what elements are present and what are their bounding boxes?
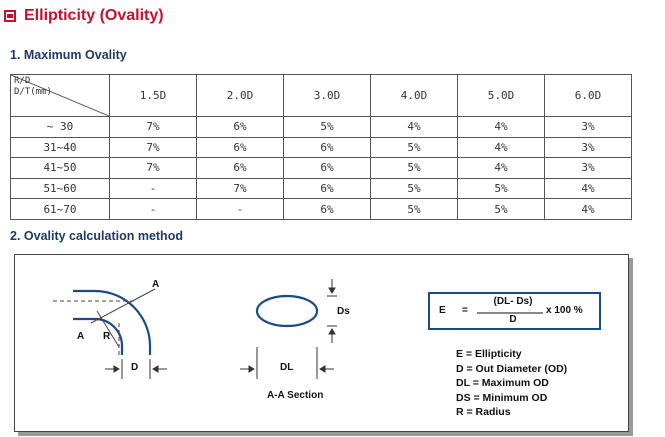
table-cell: 4% [545, 178, 632, 199]
section-heading-maximum-ovality: 1. Maximum Ovality [10, 48, 127, 62]
table-row [11, 117, 632, 138]
calculation-diagram-panel [14, 254, 629, 432]
legend-item: R = Radius [456, 406, 511, 418]
table-cell: 6% [284, 158, 371, 179]
column-header: 1.5D [110, 75, 197, 117]
column-header: 2.0D [197, 75, 284, 117]
table-cell: 7% [110, 158, 197, 179]
formula-legend [456, 347, 567, 420]
table-cell: - [110, 178, 197, 199]
table-cell: 6% [197, 117, 284, 138]
table-cell: 5% [458, 178, 545, 199]
table-cell: - [197, 199, 284, 220]
section-caption: A-A Section [267, 390, 324, 401]
table-cell: 5% [371, 158, 458, 179]
table-row [11, 199, 632, 220]
table-cell: - [110, 199, 197, 220]
formula-equals: = [462, 305, 468, 316]
row-label: 31~40 [11, 137, 110, 158]
label-dl: DL [280, 362, 294, 373]
square-bullet-icon [4, 10, 16, 22]
table-cell: 7% [110, 117, 197, 138]
table-cell: 5% [284, 117, 371, 138]
table-cell: 5% [371, 178, 458, 199]
corner-label-dt: D/T(mm) [14, 87, 52, 97]
corner-label-rd: R/D [14, 76, 31, 86]
formula-lhs: E [439, 305, 446, 316]
arrow-right-icon [114, 366, 119, 372]
page-header [4, 5, 164, 27]
row-label: 61~70 [11, 199, 110, 220]
arrow-left-icon [153, 366, 158, 372]
formula-numerator: (DL- Ds) [493, 296, 533, 307]
table-cell: 4% [371, 117, 458, 138]
row-label: 41~50 [11, 158, 110, 179]
ellipticity-formula-box [428, 292, 601, 330]
section-a-leader-line [91, 289, 155, 323]
arrow-up-icon [329, 329, 335, 334]
table-cell: 4% [458, 137, 545, 158]
table-cell: 5% [458, 199, 545, 220]
legend-item: E = Ellipticity [456, 348, 522, 360]
label-a-left: A [77, 331, 85, 342]
legend-item: D = Out Diameter (OD) [456, 362, 568, 375]
table-cell: 5% [371, 199, 458, 220]
table-cell: 4% [458, 117, 545, 138]
table-cell: 3% [545, 158, 632, 179]
table-cell: 6% [284, 199, 371, 220]
formula-denominator: D [509, 314, 517, 325]
table-cell: 6% [284, 178, 371, 199]
row-label: 51~60 [11, 178, 110, 199]
table-cell: 3% [545, 117, 632, 138]
table-cell: 7% [197, 178, 284, 199]
label-ds: Ds [337, 306, 350, 317]
table-row [11, 178, 632, 199]
elliptic-section-shape [257, 296, 317, 326]
arrow-down-icon [329, 288, 335, 293]
table-corner-cell [11, 75, 110, 117]
table-cell: 7% [110, 137, 197, 158]
table-cell: 5% [371, 137, 458, 158]
table-row [11, 158, 632, 179]
label-r: R [103, 331, 111, 342]
column-header: 3.0D [284, 75, 371, 117]
formula-suffix: x 100 % [546, 305, 583, 316]
legend-item: DL = Maximum OD [456, 377, 549, 389]
maximum-ovality-table [10, 74, 632, 220]
table-header-row [11, 75, 632, 117]
table-cell: 3% [545, 137, 632, 158]
arrow-right-icon [249, 366, 254, 372]
column-header: 6.0D [545, 75, 632, 117]
label-d: D [131, 362, 139, 373]
table-cell: 6% [197, 158, 284, 179]
table-cell: 6% [197, 137, 284, 158]
column-header: 5.0D [458, 75, 545, 117]
table-cell: 6% [284, 137, 371, 158]
table-row [11, 137, 632, 158]
table-cell: 4% [458, 158, 545, 179]
table-cell: 4% [545, 199, 632, 220]
legend-item: DS = Minimum OD [456, 391, 548, 404]
label-a-top: A [152, 279, 160, 290]
page-title: Ellipticity (Ovality) [24, 7, 164, 24]
row-label: ~ 30 [11, 117, 110, 138]
section-heading-calculation-method: 2. Ovality calculation method [10, 229, 183, 243]
arrow-left-icon [320, 366, 325, 372]
column-header: 4.0D [371, 75, 458, 117]
